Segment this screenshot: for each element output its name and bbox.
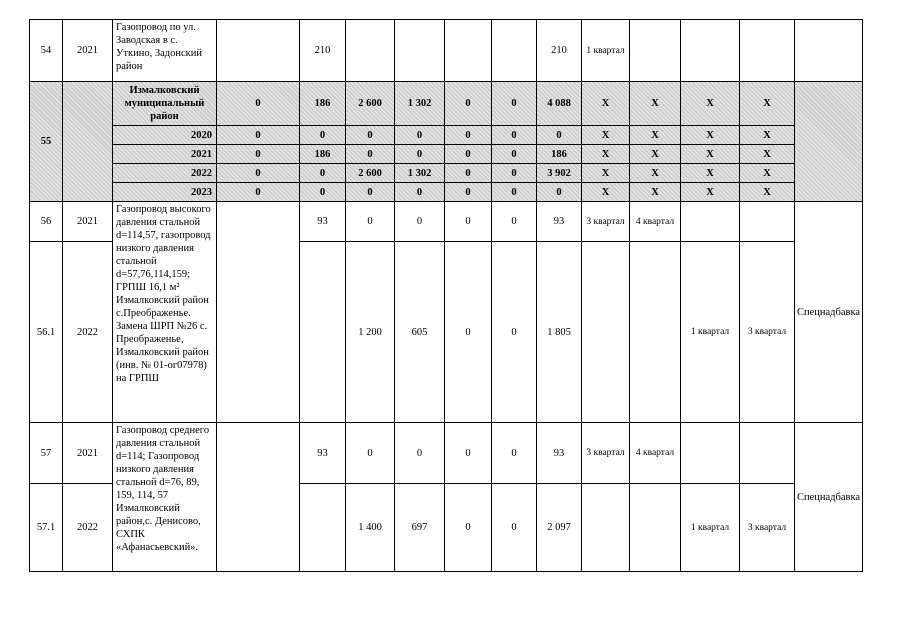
table-row bbox=[30, 164, 863, 183]
x-cell: X bbox=[630, 164, 681, 183]
year-cell: 2021 bbox=[63, 423, 113, 484]
value-cell: 0 bbox=[346, 202, 395, 242]
total-cell: 4 088 bbox=[537, 82, 582, 126]
x-cell: X bbox=[681, 126, 740, 145]
quarter-cell bbox=[740, 20, 795, 82]
x-cell: X bbox=[681, 183, 740, 202]
x-cell: X bbox=[740, 82, 795, 126]
total-cell: 2 097 bbox=[537, 484, 582, 572]
executor-cell: Спецнадбавка bbox=[795, 202, 863, 423]
object-description: Газопровод по ул. Заводская в с. Уткино, Задонский район bbox=[113, 20, 217, 82]
quarter-cell: 1 квартал bbox=[681, 484, 740, 572]
table-row bbox=[30, 20, 863, 82]
value-cell: 0 bbox=[492, 183, 537, 202]
row-number: 55 bbox=[30, 82, 63, 202]
x-cell: X bbox=[582, 145, 630, 164]
executor-cell bbox=[795, 82, 863, 202]
value-cell bbox=[395, 20, 445, 82]
x-cell: X bbox=[630, 183, 681, 202]
table-row bbox=[30, 183, 863, 202]
quarter-cell bbox=[681, 20, 740, 82]
value-cell: 0 bbox=[346, 183, 395, 202]
quarter-cell: 4 квартал bbox=[630, 423, 681, 484]
value-cell: 0 bbox=[445, 82, 492, 126]
year-cell: 2021 bbox=[63, 202, 113, 242]
value-cell: 93 bbox=[300, 202, 346, 242]
total-cell: 1 805 bbox=[537, 242, 582, 423]
x-cell: X bbox=[630, 145, 681, 164]
total-cell: 210 bbox=[537, 20, 582, 82]
table-row bbox=[30, 126, 863, 145]
quarter-cell bbox=[740, 202, 795, 242]
value-cell: 93 bbox=[300, 423, 346, 484]
table-row bbox=[30, 82, 863, 126]
value-cell: 0 bbox=[445, 242, 492, 423]
value-cell: 0 bbox=[492, 484, 537, 572]
object-description: Газопровод высокого давления стальной d=114,57, газопровод низкого давления стальной d=57,76,114,159; ГРПШ 16,1 м² Измалковский район с.Преображенье. Замена ШРП №26 с. Преображенье, Измалковский район (инв. № 01-ог07978) на ГРПШ bbox=[113, 202, 217, 423]
value-cell: 0 bbox=[492, 145, 537, 164]
quarter-cell bbox=[740, 423, 795, 484]
value-cell: 186 bbox=[300, 82, 346, 126]
value-cell bbox=[346, 20, 395, 82]
total-cell: 186 bbox=[537, 145, 582, 164]
value-cell bbox=[217, 423, 300, 572]
value-cell: 0 bbox=[395, 202, 445, 242]
value-cell: 0 bbox=[346, 126, 395, 145]
quarter-cell: 4 квартал bbox=[630, 202, 681, 242]
year-cell: 2021 bbox=[113, 145, 217, 164]
x-cell: X bbox=[740, 126, 795, 145]
value-cell: 605 bbox=[395, 242, 445, 423]
x-cell: X bbox=[582, 164, 630, 183]
x-cell: X bbox=[740, 183, 795, 202]
quarter-cell: 3 квартал bbox=[582, 202, 630, 242]
value-cell: 1 200 bbox=[346, 242, 395, 423]
value-cell: 0 bbox=[395, 145, 445, 164]
value-cell: 0 bbox=[217, 126, 300, 145]
value-cell: 2 600 bbox=[346, 82, 395, 126]
value-cell: 0 bbox=[445, 126, 492, 145]
table-row bbox=[30, 423, 863, 484]
value-cell: 0 bbox=[492, 242, 537, 423]
quarter-cell bbox=[681, 423, 740, 484]
value-cell: 697 bbox=[395, 484, 445, 572]
value-cell bbox=[217, 20, 300, 82]
value-cell bbox=[300, 242, 346, 423]
value-cell: 2 600 bbox=[346, 164, 395, 183]
year-cell: 2021 bbox=[63, 20, 113, 82]
x-cell: X bbox=[740, 164, 795, 183]
value-cell: 1 400 bbox=[346, 484, 395, 572]
x-cell: X bbox=[582, 183, 630, 202]
quarter-cell: 1 квартал bbox=[582, 20, 630, 82]
value-cell: 0 bbox=[492, 82, 537, 126]
row-number: 54 bbox=[30, 20, 63, 82]
value-cell: 0 bbox=[395, 423, 445, 484]
x-cell: X bbox=[630, 126, 681, 145]
row-number: 56.1 bbox=[30, 242, 63, 423]
x-cell: X bbox=[681, 145, 740, 164]
value-cell: 0 bbox=[217, 82, 300, 126]
value-cell bbox=[217, 202, 300, 423]
row-number: 56 bbox=[30, 202, 63, 242]
district-title: Измалковский муниципальный район bbox=[113, 82, 217, 126]
total-cell: 3 902 bbox=[537, 164, 582, 183]
value-cell bbox=[445, 20, 492, 82]
value-cell: 0 bbox=[300, 164, 346, 183]
quarter-cell: 1 квартал bbox=[681, 242, 740, 423]
value-cell: 0 bbox=[445, 484, 492, 572]
value-cell: 0 bbox=[445, 202, 492, 242]
value-cell: 0 bbox=[445, 145, 492, 164]
quarter-cell bbox=[630, 242, 681, 423]
value-cell: 0 bbox=[445, 183, 492, 202]
x-cell: X bbox=[630, 82, 681, 126]
quarter-cell bbox=[681, 202, 740, 242]
quarter-cell bbox=[630, 484, 681, 572]
value-cell: 1 302 bbox=[395, 82, 445, 126]
value-cell: 0 bbox=[346, 145, 395, 164]
executor-cell: Спецнадбавка bbox=[795, 423, 863, 572]
row-number: 57.1 bbox=[30, 484, 63, 572]
year-cell: 2023 bbox=[113, 183, 217, 202]
quarter-cell: 3 квартал bbox=[740, 242, 795, 423]
x-cell: X bbox=[681, 164, 740, 183]
value-cell bbox=[492, 20, 537, 82]
year-cell: 2022 bbox=[113, 164, 217, 183]
value-cell: 0 bbox=[445, 423, 492, 484]
year-cell: 2022 bbox=[63, 484, 113, 572]
value-cell: 0 bbox=[300, 183, 346, 202]
value-cell: 0 bbox=[445, 164, 492, 183]
value-cell: 0 bbox=[492, 423, 537, 484]
x-cell: X bbox=[582, 126, 630, 145]
total-cell: 0 bbox=[537, 183, 582, 202]
value-cell: 0 bbox=[217, 183, 300, 202]
value-cell: 0 bbox=[492, 202, 537, 242]
row-number: 57 bbox=[30, 423, 63, 484]
value-cell: 210 bbox=[300, 20, 346, 82]
value-cell: 0 bbox=[395, 183, 445, 202]
value-cell bbox=[300, 484, 346, 572]
value-cell: 0 bbox=[217, 164, 300, 183]
value-cell: 1 302 bbox=[395, 164, 445, 183]
total-cell: 93 bbox=[537, 202, 582, 242]
executor-cell bbox=[795, 20, 863, 82]
value-cell: 0 bbox=[300, 126, 346, 145]
x-cell: X bbox=[582, 82, 630, 126]
year-cell: 2022 bbox=[63, 242, 113, 423]
x-cell: X bbox=[681, 82, 740, 126]
value-cell: 186 bbox=[300, 145, 346, 164]
total-cell: 0 bbox=[537, 126, 582, 145]
table-row bbox=[30, 145, 863, 164]
value-cell: 0 bbox=[492, 164, 537, 183]
x-cell: X bbox=[740, 145, 795, 164]
value-cell: 0 bbox=[346, 423, 395, 484]
year-cell: 2020 bbox=[113, 126, 217, 145]
table-row bbox=[30, 202, 863, 242]
quarter-cell bbox=[582, 242, 630, 423]
quarter-cell: 3 квартал bbox=[582, 423, 630, 484]
value-cell: 0 bbox=[492, 126, 537, 145]
year-cell bbox=[63, 82, 113, 202]
object-description: Газопровод среднего давления стальной d=114; Газопровод низкого давления стальной d=76, 89, 159, 114, 57 Измалковский район,с. Денисово, СХПК «Афанасьевский». bbox=[113, 423, 217, 572]
investment-program-table bbox=[29, 19, 863, 572]
quarter-cell bbox=[582, 484, 630, 572]
value-cell: 0 bbox=[217, 145, 300, 164]
value-cell: 0 bbox=[395, 126, 445, 145]
quarter-cell: 3 квартал bbox=[740, 484, 795, 572]
quarter-cell bbox=[630, 20, 681, 82]
total-cell: 93 bbox=[537, 423, 582, 484]
